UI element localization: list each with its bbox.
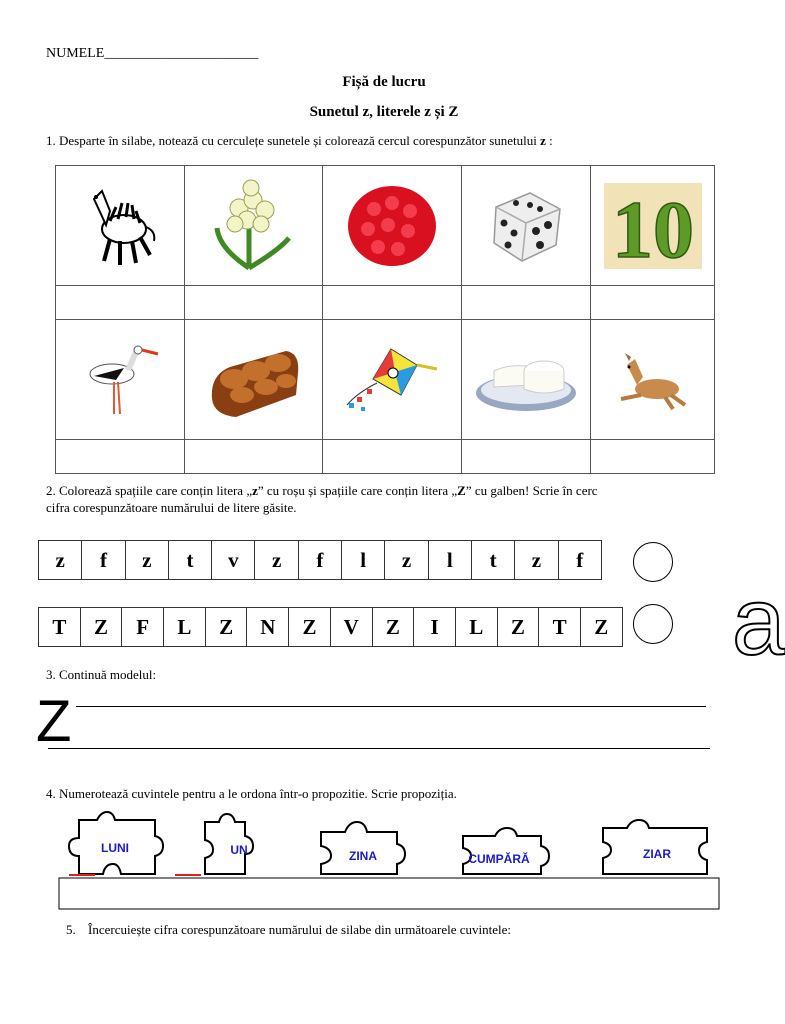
lowercase-letter-cell[interactable]: f [82,540,125,580]
uppercase-letter-row [38,607,623,647]
model-letter-z: Z [36,689,72,754]
lowercase-letter-cell[interactable]: t [169,540,212,580]
word-piece-cumpara[interactable]: CUMPĂRĂ [468,852,530,866]
lowercase-letter-cell[interactable]: z [126,540,169,580]
stork-image [80,340,160,420]
uppercase-letter-cell[interactable]: L [164,607,206,647]
lowercase-letter-cell[interactable]: f [299,540,342,580]
exercise-4-instruction: 4. Numerotează cuvintele pentru a le ordona într-o propozitie. Scrie propoziția. [46,786,457,801]
word-piece-zina[interactable]: ZINA [349,849,377,863]
exercise-2-instruction-line2: cifra corespunzătoare numărului de litere găsite. [46,500,297,515]
lowercase-count-circle[interactable] [633,542,673,582]
lowercase-letter-cell[interactable]: z [515,540,558,580]
exercise-2-instruction: 2. Colorează spațiile care conțin litera „z” cu roșu și spațiile care conțin litera „Z” cu galben! Scrie în cerc [46,483,598,498]
image-grid [55,165,715,474]
uppercase-letter-cell[interactable]: N [247,607,289,647]
uppercase-letter-cell[interactable]: Z [373,607,415,647]
uppercase-letter-cell[interactable]: Z [498,607,540,647]
exercise-1-instruction: 1. Desparte în silabe, notează cu cerculețe sunetele și colorează cercul corespunzător sunetului z : [46,133,553,148]
writing-line-top [76,706,706,707]
zebra-image [80,181,160,271]
uppercase-letter-cell[interactable]: Z [206,607,248,647]
word-piece-ziar[interactable]: ZIAR [643,847,671,861]
foal-image [611,345,695,415]
writing-line-bottom[interactable] [48,748,710,749]
margin-letter-a: a [732,568,785,675]
raspberry-image [346,183,438,269]
exercise-5-number: 5. [66,922,76,937]
uppercase-count-circle[interactable] [633,604,673,644]
lowercase-letter-cell[interactable]: z [39,540,82,580]
uppercase-letter-cell[interactable]: I [414,607,456,647]
lowercase-letter-cell[interactable]: l [429,540,472,580]
uppercase-letter-cell[interactable]: F [122,607,164,647]
uppercase-letter-cell[interactable]: Z [581,607,623,647]
lowercase-letter-cell[interactable]: l [342,540,385,580]
braided-bread-image [206,339,302,421]
uppercase-letter-cell[interactable]: T [539,607,581,647]
name-field-label: NUMELE______________________ [46,46,259,61]
uppercase-letter-cell[interactable]: Z [81,607,123,647]
lowercase-letter-cell[interactable]: z [385,540,428,580]
lowercase-letter-cell[interactable]: z [255,540,298,580]
lowercase-letter-cell[interactable]: v [212,540,255,580]
number-ten-image [604,183,702,275]
lowercase-letter-cell[interactable]: f [559,540,602,580]
svg-text:10: 10 [611,183,694,275]
hyacinth-image [209,178,299,273]
uppercase-letter-cell[interactable]: V [331,607,373,647]
exercise-5-instruction: Încercuiește cifra corespunzătoare numărului de silabe din următoarele cuvintele: [88,922,512,937]
word-piece-un[interactable]: UN [230,843,248,857]
word-puzzle-area [55,812,725,912]
dice-image [486,187,566,265]
word-piece-luni[interactable]: LUNI [101,841,129,855]
kite-image [337,345,447,415]
uppercase-letter-cell[interactable]: Z [289,607,331,647]
cheese-image [474,345,578,415]
uppercase-letter-cell[interactable]: L [456,607,498,647]
uppercase-letter-cell[interactable]: T [39,607,81,647]
exercise-3-instruction: 3. Continuă modelul: [46,667,157,682]
page-subtitle: Sunetul z, literele z și Z [309,104,459,120]
lowercase-letter-row [38,540,602,580]
page-title: Fișă de lucru [342,74,426,90]
lowercase-letter-cell[interactable]: t [472,540,515,580]
